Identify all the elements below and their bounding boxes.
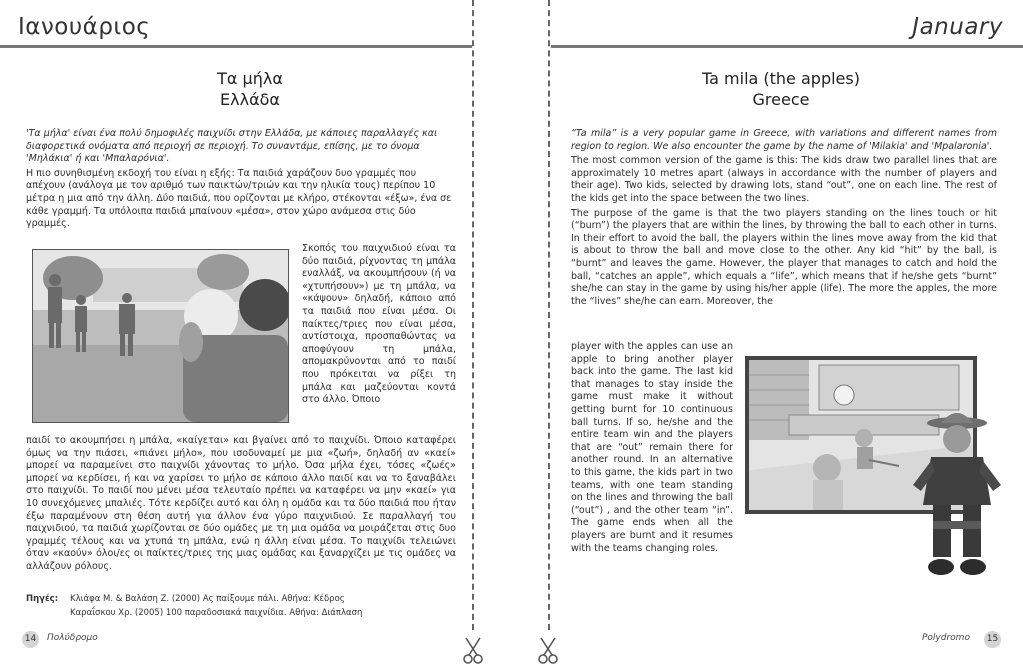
- scarecrow-mascot: [911, 405, 1003, 583]
- header-rule: [0, 45, 472, 48]
- country-line: Ελλάδα: [220, 90, 280, 109]
- side-text: Σκοπός του παιχνιδιού είναι τα δύο παιδιά, ρίχνοντας τη μπάλα εναλλάξ, να ακουμπήσουν (ή να «χτυπήσουν») με τη μπάλα, να «κάψουν» δηλαδή, κάποιο από τα παιδιά που είναι μέσα. Οι παίκτες/τριες που είναι μέσα, αντίστοιχα, προσπαθώντας να αποφύγουν τη μπάλα, απομακρύνονται από το παιδί που πρόκειται να ρίξει τη μπάλα και μαζεύονται κοντά στο άλλο. Όποιο: [302, 243, 456, 406]
- title-line: Τα μήλα: [217, 69, 283, 88]
- intro-paragraph: 'Τα μήλα' είναι ένα πολύ δημοφιλές παιχνίδι στην Ελλάδα, με κάποιες παραλλαγές και διαφορετικά ονόματα από περιοχή σε περιοχή. Το συναντάμε, επίσης, με το όνομα 'Μηλάκια' ή και 'Μπαλαρόνια'.: [26, 128, 438, 165]
- sources: [26, 592, 456, 620]
- children-playing-photo: [32, 249, 289, 423]
- month-heading: Ιανουάριος: [18, 14, 151, 40]
- rules-paragraph: Η πιο συνηθισμένη εκδοχή του είναι η εξής: Τα παιδιά χαράζουν δυο γραμμές που απέχουν (ανάλογα με τον αριθμό των παικτών/τριών και την ηλικία τους) περίπου 10 μέτρα η μια από την άλλη. Δύο παιδιά, που ορίζονται με κλήρο, στέκονται «έξω», ένα σε κάθε γραμμή. Τα υπόλοιπα παιδιά μπαίνουν «μέσα», στον χώρο ανάμεσα στις δύο γραμμές.: [26, 167, 452, 230]
- article-title: [15, 68, 485, 110]
- side-text: player with the apples can use an apple to bring another player back into the game. The last kid that manages to stay inside the game must make it without getting burnt for 10 continuous ball turns. If so, he/she and the entire team win and the players that are “out” remain there for another round. In an alternative to this game, the kids part in two teams, with one team standing on the lines and throwing the ball (“out”) , and the other team “in”. The game ends when all the players are burnt and it resumes with the teams changing roles.: [571, 341, 733, 554]
- source-entry: Κλιάφα Μ. & Βαλάση Ζ. (2000) Ας παίξουμε πάλι. Αθήνα: Κέδρος: [70, 594, 345, 604]
- purpose-paragraph: The purpose of the game is that the two players standing on the lines touch or hit (“burn”) the players that are within the lines, by throwing the ball to each other in turns. In their effort to avoid the ball, the players within the lines move away from the kid that is about to throw the ball and move close to the other. Any kid “hit” by the ball, is “burnt” and leaves the game. However, the player that manages to catch and hold the ball, “catches an apple”, which equals a “life”, which means that if he/she gets “burnt” she/he can stay in the game by using his/her apple (life). The more the apples, the more the “lives” she/he can earn. Moreover, the: [571, 207, 997, 307]
- scissors-icon: [462, 636, 484, 664]
- page-number: 15: [984, 631, 1001, 648]
- title-line: Ta mila (the apples): [702, 69, 860, 88]
- article-title: [551, 68, 1011, 110]
- rules-paragraph: The most common version of the game is this: The kids draw two parallel lines that are approximately 10 metres apart (always in accordance with the number of players and their age). Two kids, selected by drawing lots, stand “out”, one on each line. The rest of the kids get into the space between the two lines.: [571, 155, 997, 204]
- intro-paragraph: “Ta mila” is a very popular game in Greece, with variations and different names from region to region. We also encounter the game by the name of 'Milakia' and 'Mpalaronia'.: [571, 128, 997, 152]
- page-number: 14: [22, 631, 39, 648]
- publication-name: Polydromo: [922, 633, 970, 643]
- right-page: [551, 0, 1023, 669]
- intro-text: [571, 128, 997, 310]
- country-line: Greece: [752, 90, 810, 109]
- cut-line: [548, 0, 550, 630]
- sources-label: Πηγές:: [26, 594, 59, 604]
- month-heading: January: [912, 14, 1003, 40]
- cut-line: [472, 0, 474, 630]
- intro-text: [26, 128, 456, 233]
- continued-text: παιδί το ακουμπήσει η μπάλα, «καίγεται» και βγαίνει από το παιχνίδι. Όποιο καταφέρει όμως να την πιάσει, «πιάνει μήλο», που ισοδυναμεί με μια «ζωή», δηλαδή αν «καεί» μπορεί να παραμείνει στο παιχνίδι χάνοντας το μήλο. Όσα μήλα έχει, τόσες «ζωές» μπορεί να κερδίσει, ή και να χαρίσει το μήλο σε κάποιο άλλο παιδί και να το ξαναβάλει στο παιχνίδι. Το παιδί που μένει μέσα τελευταίο πρέπει να καταφέρει να μην «καεί» για 10 συνεχόμενες μπαλιές. Τότε κερδίζει αυτό και όλη η ομάδα και τα δύο παιδιά που ήταν έξω παραμένουν στη θέση αυτή για άλλον ένα γύρο παιχνιδιού. Σε παραλλαγή του παιχνιδιού, τα παιδιά χωρίζονται σε δύο ομάδες με τη μια ομάδα να μοιράζεται στις δυο γραμμές τέλους και να χτυπά τη μπάλα, ενώ η άλλη είναι μέσα. Το παιχνίδι τελειώνει όταν «καούν» όλοι/ες οι παίκτες/τριες της μιας ομάδας και ξαναρχίζει με τις ομάδες να αλλάζουν ρόλους.: [26, 435, 456, 572]
- header-rule: [551, 45, 1023, 48]
- source-entry: Καραΐσκου Χρ. (2005) 100 παραδοσιακά παιχνίδια. Αθήνα: Διάπλαση: [70, 608, 363, 618]
- left-page: [0, 0, 472, 669]
- publication-name: Πολύδρομο: [47, 633, 98, 643]
